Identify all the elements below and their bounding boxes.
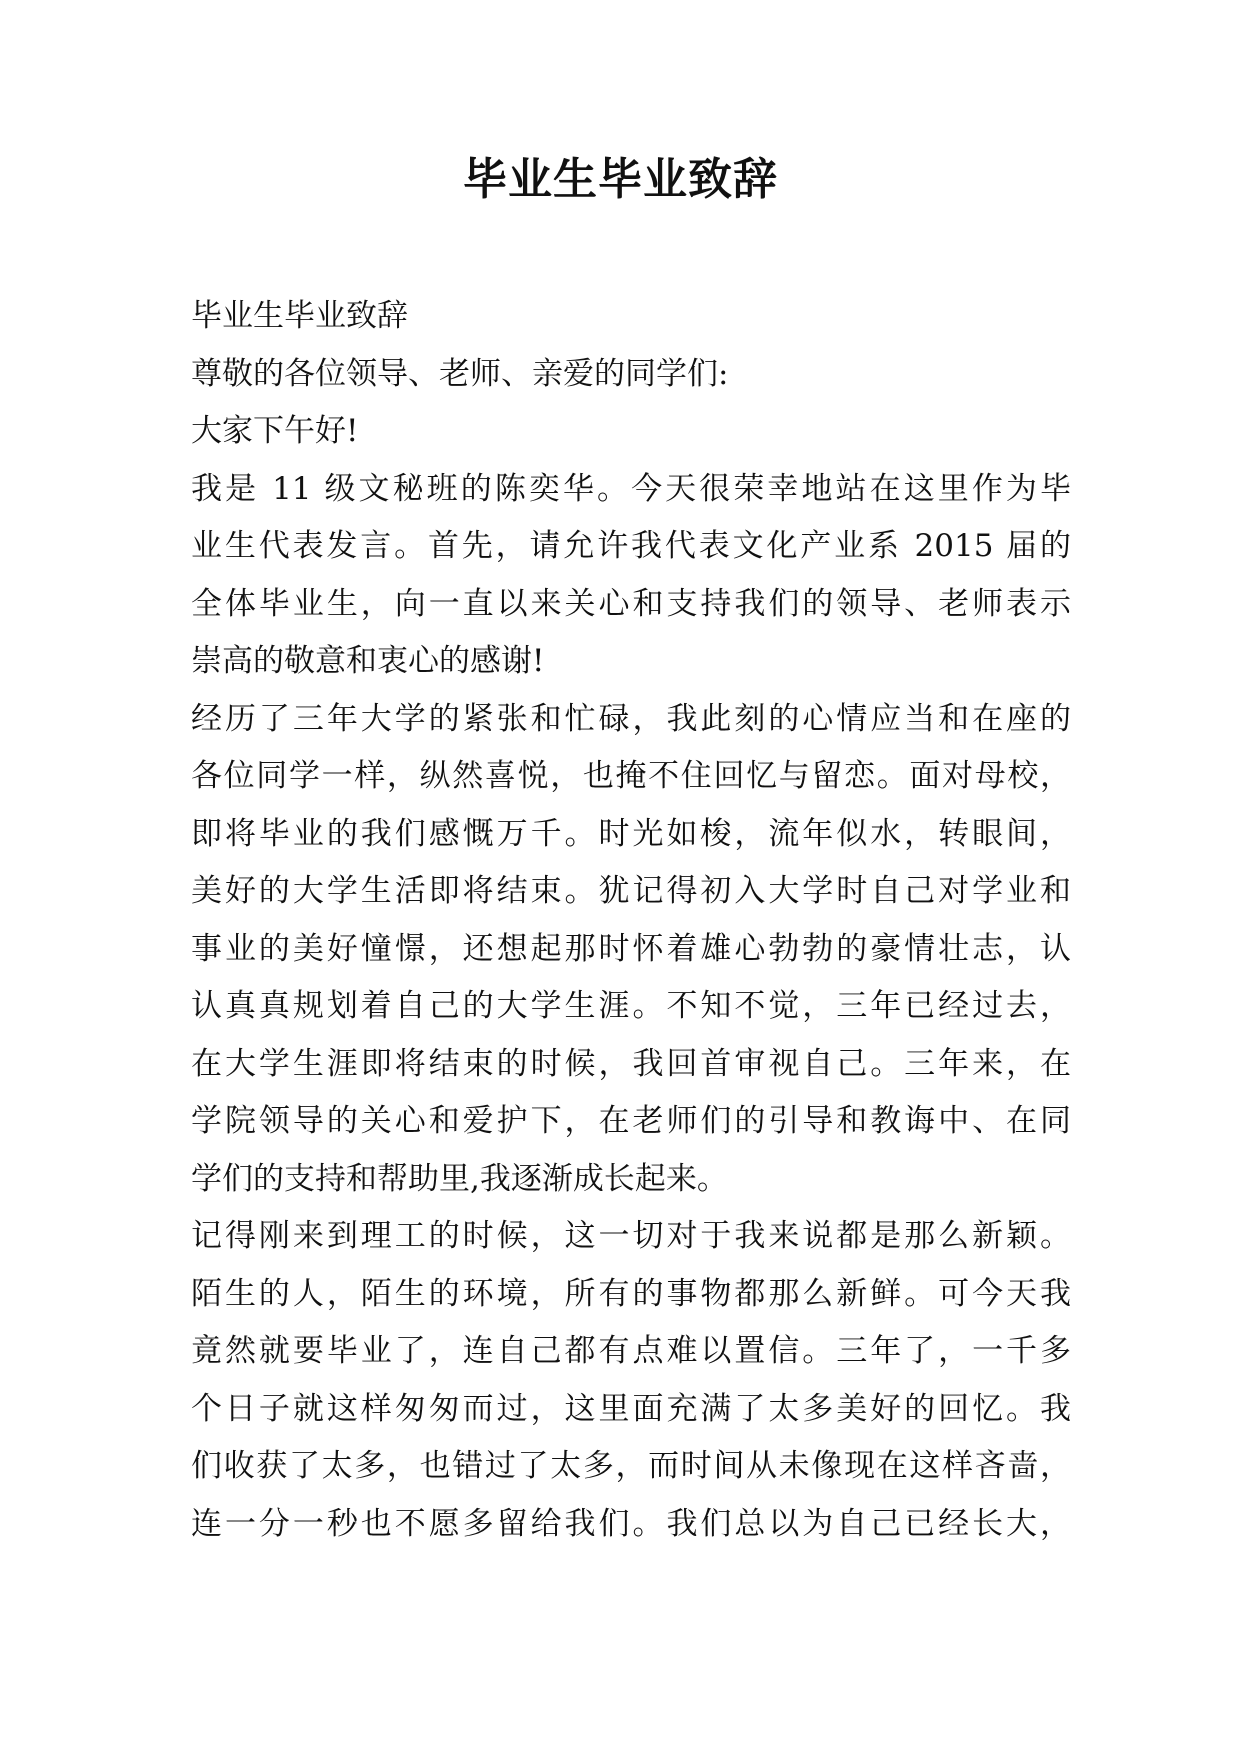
text-line: 记得刚来到理工的时候，这一切对于我来说都是那么新颖。 [191, 1218, 1071, 1254]
text-line: 学院领导的关心和爱护下，在老师们的引导和教诲中、在同 [191, 1103, 1071, 1139]
text-line: 我是 11 级文秘班的陈奕华。今天很荣幸地站在这里作为毕 [191, 470, 1071, 507]
text-line: 大家下午好! [191, 413, 359, 449]
text-line: 崇高的敬意和衷心的感谢! [191, 643, 545, 679]
text-line: 们收获了太多，也错过了太多，而时间从未像现在这样吝啬， [191, 1448, 1071, 1484]
text-line: 个日子就这样匆匆而过，这里面充满了太多美好的回忆。我 [191, 1390, 1071, 1427]
text-line: 认真真规划着自己的大学生涯。不知不觉，三年已经过去， [191, 988, 1071, 1024]
text-line: 经历了三年大学的紧张和忙碌，我此刻的心情应当和在座的 [191, 700, 1071, 737]
text-line: 尊敬的各位领导、老师、亲爱的同学们: [191, 355, 729, 392]
text-line: 美好的大学生活即将结束。犹记得初入大学时自己对学业和 [191, 873, 1071, 909]
text-line: 连一分一秒也不愿多留给我们。我们总以为自己已经长大， [191, 1505, 1071, 1542]
document-title: 毕业生毕业致辞 [463, 154, 778, 205]
text-line: 学们的支持和帮助里,我逐渐成长起来。 [191, 1160, 728, 1197]
text-line: 竟然就要毕业了，连自己都有点难以置信。三年了，一千多 [191, 1333, 1071, 1369]
text-line: 在大学生涯即将结束的时候，我回首审视自己。三年来，在 [191, 1045, 1071, 1082]
text-line: 即将毕业的我们感慨万千。时光如梭，流年似水，转眼间， [191, 815, 1071, 852]
text-line: 事业的美好憧憬，还想起那时怀着雄心勃勃的豪情壮志，认 [191, 930, 1071, 967]
text-line: 各位同学一样，纵然喜悦，也掩不住回忆与留恋。面对母校， [191, 758, 1071, 794]
text-line: 陌生的人，陌生的环境，所有的事物都那么新鲜。可今天我 [191, 1275, 1071, 1312]
text-line: 全体毕业生，向一直以来关心和支持我们的领导、老师表示 [191, 585, 1071, 622]
document-body [191, 288, 1071, 1553]
text-line: 业生代表发言。首先，请允许我代表文化产业系 2015 届的 [191, 528, 1071, 564]
text-line: 毕业生毕业致辞 [191, 298, 408, 334]
